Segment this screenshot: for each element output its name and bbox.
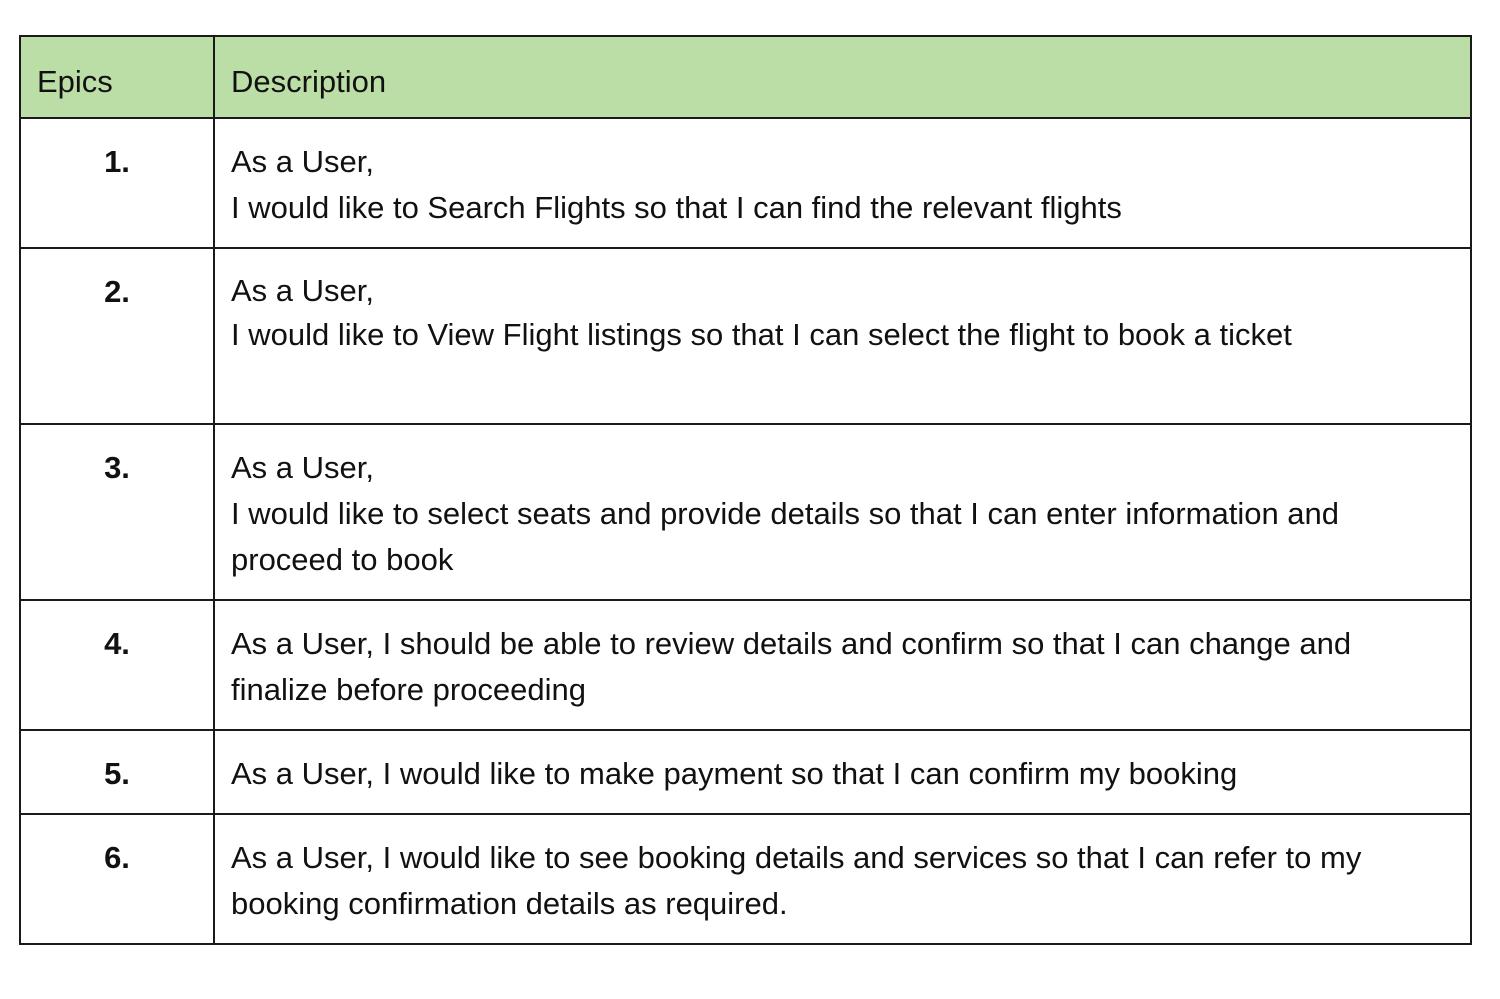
table-row — [20, 600, 1471, 730]
epic-description — [214, 118, 1471, 248]
table-row — [20, 248, 1471, 424]
epics-table — [19, 35, 1472, 945]
table-row — [20, 814, 1471, 944]
epic-number: 4. — [20, 600, 214, 730]
header-epics: Epics — [20, 36, 214, 118]
epic-number: 1. — [20, 118, 214, 248]
epic-number: 3. — [20, 424, 214, 600]
description-line: I would like to Search Flights so that I can find the relevant flights — [231, 190, 1122, 225]
description-line: As a User, I should be able to review details and confirm so that I can change and finalize before proceeding — [231, 626, 1352, 707]
table-header — [20, 36, 1471, 118]
epic-description — [214, 424, 1471, 600]
table-row — [20, 424, 1471, 600]
table-row — [20, 730, 1471, 814]
description-line: As a User, I would like to make payment so that I can confirm my booking — [231, 756, 1238, 791]
epic-description — [214, 600, 1471, 730]
description-line: As a User, — [231, 144, 374, 179]
table-body — [20, 118, 1471, 944]
header-description: Description — [214, 36, 1471, 118]
header-row — [20, 36, 1471, 118]
description-line: As a User, I would like to see booking details and services so that I can refer to my booking confirmation details as required. — [231, 840, 1362, 921]
description-line: As a User, — [231, 273, 374, 308]
description-line: As a User, — [231, 450, 374, 485]
epic-number: 5. — [20, 730, 214, 814]
epic-description — [214, 248, 1471, 424]
description-line: I would like to View Flight listings so that I can select the flight to book a ticket — [231, 317, 1292, 352]
epic-number: 2. — [20, 248, 214, 424]
description-line: I would like to select seats and provide details so that I can enter information and proceed to book — [231, 496, 1340, 577]
epic-description — [214, 730, 1471, 814]
table-row — [20, 118, 1471, 248]
epic-number: 6. — [20, 814, 214, 944]
epic-description — [214, 814, 1471, 944]
